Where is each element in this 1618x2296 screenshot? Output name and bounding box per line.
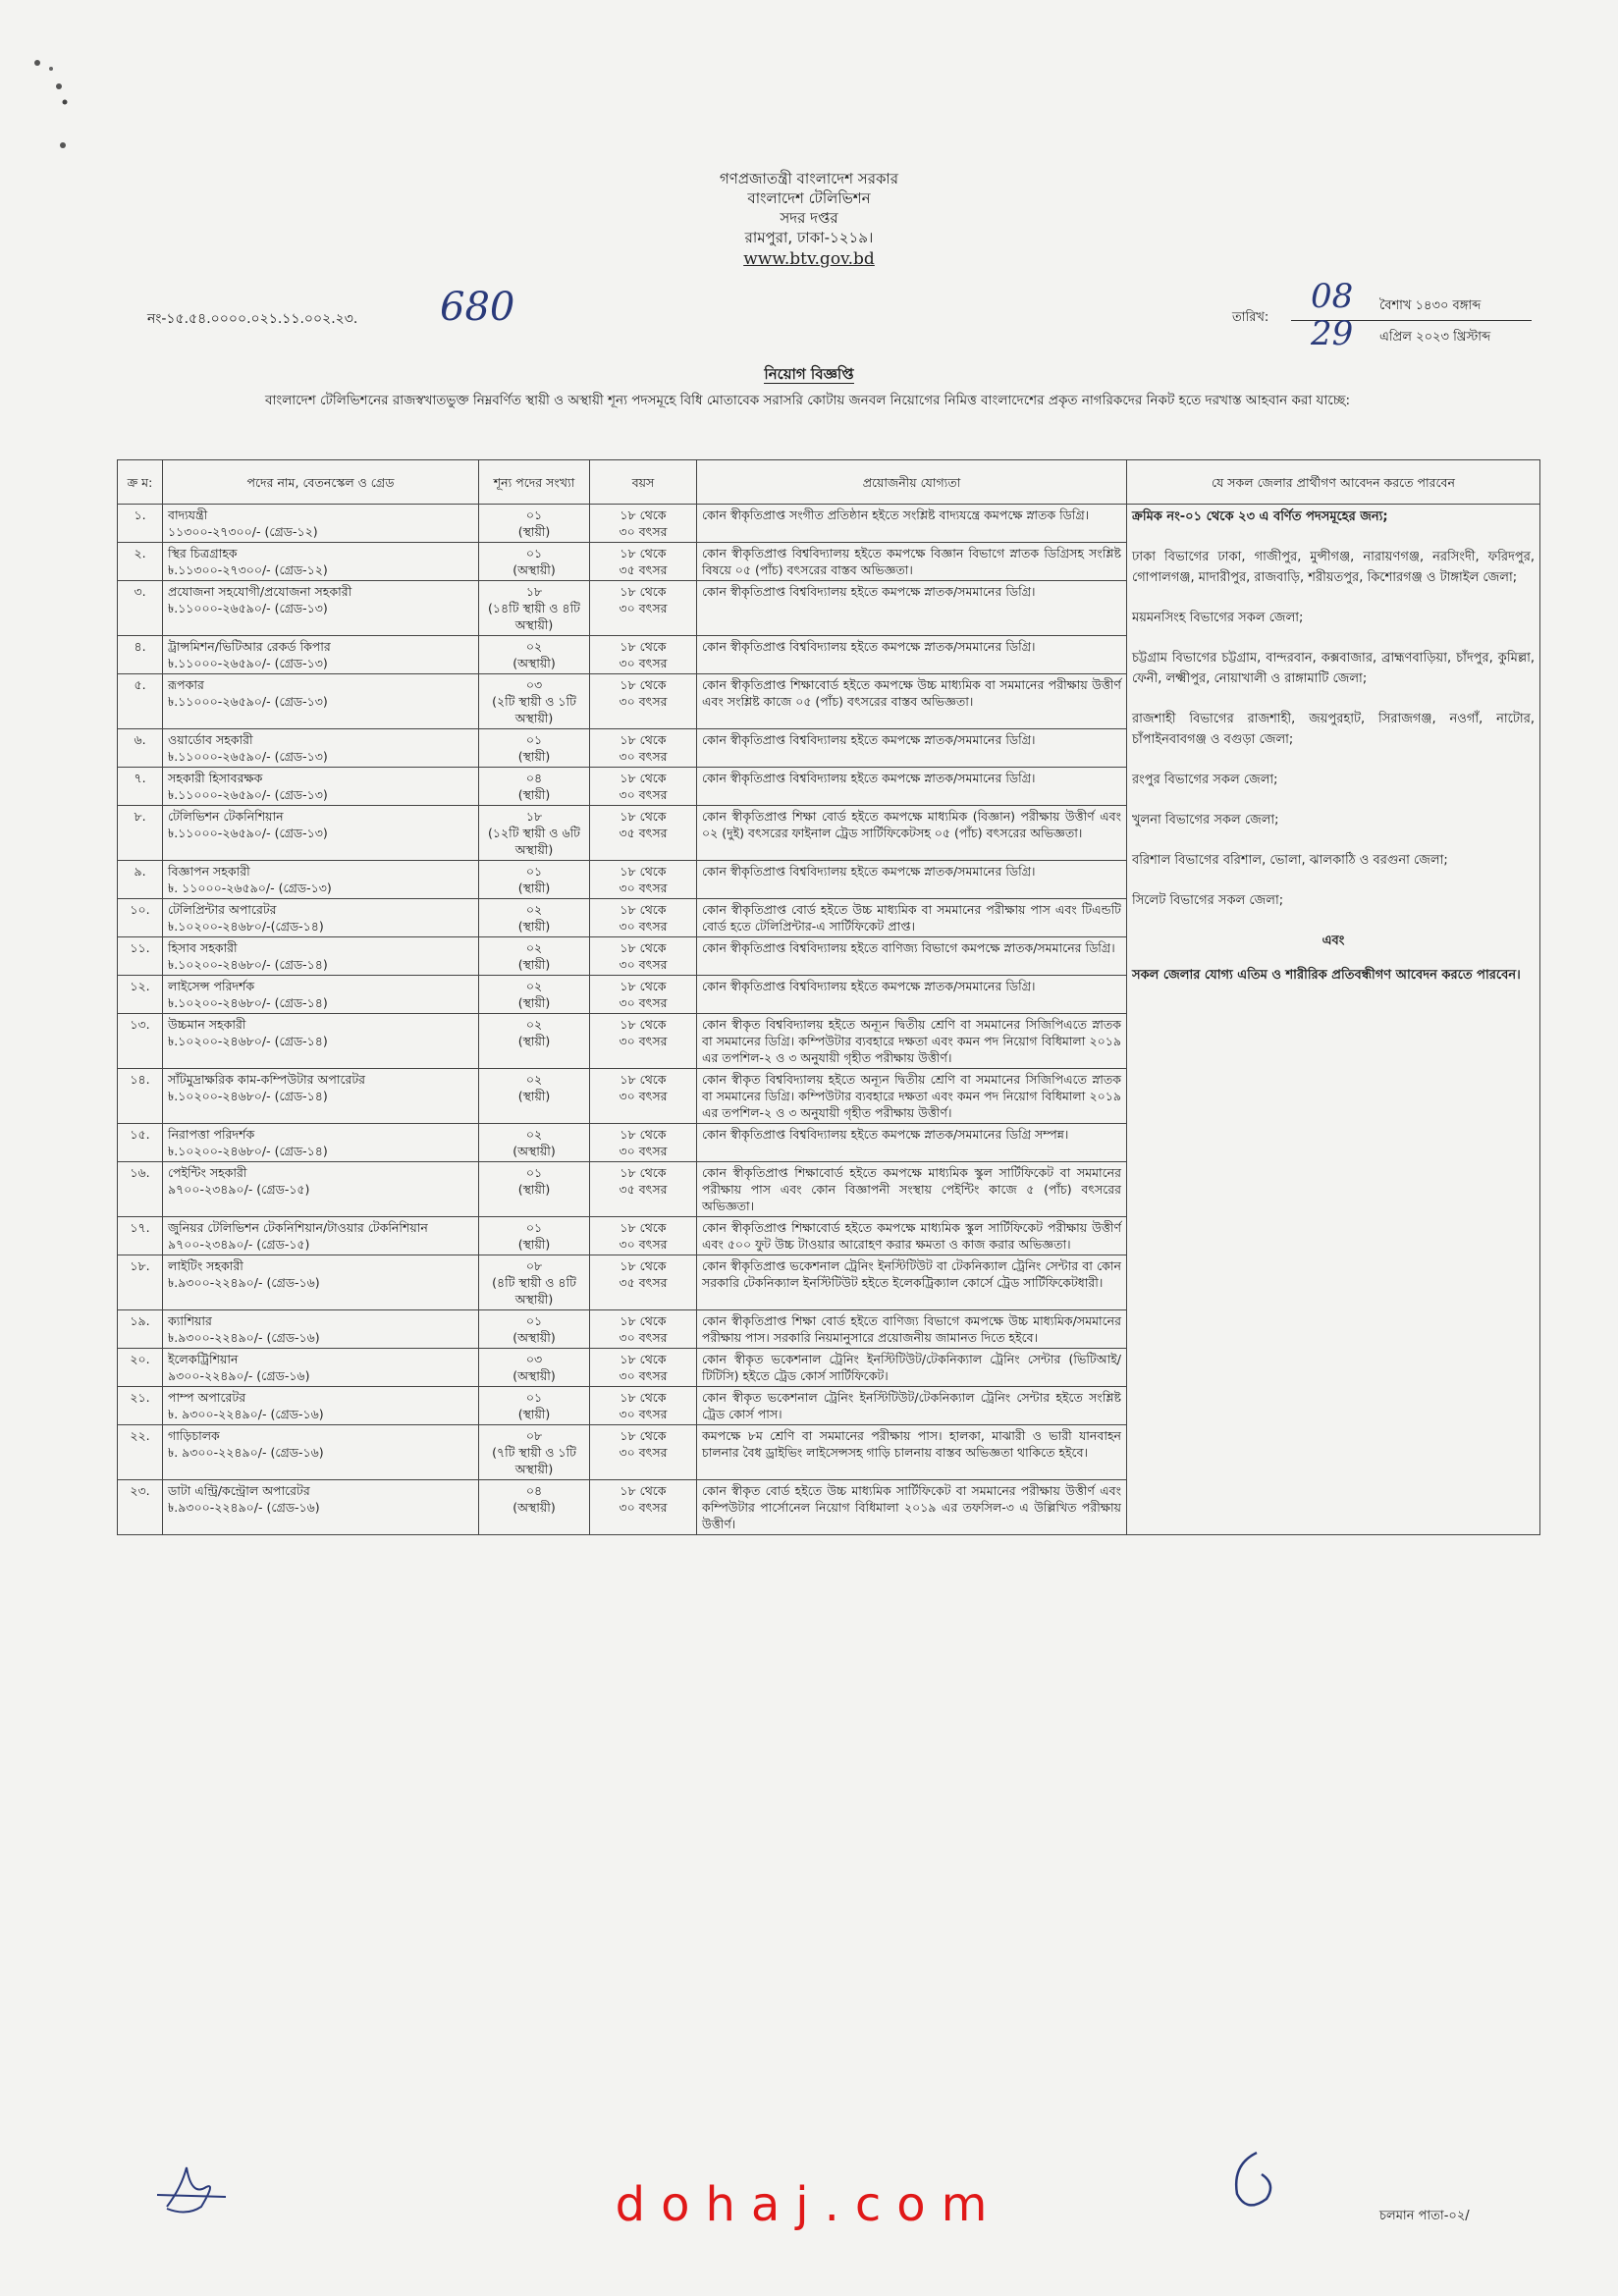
pay-scale: ৳.১০২০০-২৪৬৮০/- (গ্রেড-১৪) (168, 1034, 328, 1048)
count-cell (479, 581, 590, 636)
pay-scale: ৳.১১০০০-২৬৫৯০/- (গ্রেড-১৩) (168, 826, 328, 840)
age-to: ৩৫ বৎসর (619, 562, 668, 577)
age-cell (590, 937, 697, 976)
header-serial: ক্র ম: (118, 460, 163, 505)
pay-scale: ৳.৯৩০০-২২৪৯০/- (গ্রেড-১৬) (168, 1500, 320, 1515)
post-cell (163, 1069, 479, 1124)
pay-scale: ৯৭০০-২৩৪৯০/- (গ্রেড-১৫) (168, 1237, 310, 1252)
pay-scale: ৳.১১০০০-২৬৫৯০/- (গ্রেড-১৩) (168, 656, 328, 670)
age-cell (590, 1069, 697, 1124)
qualification-cell: কোন স্বীকৃতিপ্রাপ্ত বিশ্ববিদ্যালয় হইতে কমপক্ষে স্নাতক/সমমানের ডিগ্রি। (697, 636, 1127, 674)
post-name: ইলেকট্রিশিয়ান (168, 1352, 239, 1366)
vacancy-count: ০৮ (525, 1428, 543, 1443)
age-cell (590, 1255, 697, 1310)
post-name: লাইটিং সহকারী (168, 1258, 243, 1273)
vacancy-count: ০৪ (525, 771, 543, 785)
memo-handwritten-number: 680 (440, 285, 515, 330)
age-cell (590, 1124, 697, 1162)
age-cell (590, 1480, 697, 1535)
age-to: ৩০ বৎসর (619, 787, 668, 802)
vacancy-count: ০২ (525, 1017, 543, 1032)
age-from: ১৮ থেকে (620, 1313, 667, 1328)
serial-cell: ১৬. (118, 1162, 163, 1217)
age-to: ৩৫ বৎসর (619, 1182, 668, 1197)
post-cell (163, 861, 479, 899)
serial-cell: ১১. (118, 937, 163, 976)
post-name: টেলিপ্রিন্টার অপারেটর (168, 902, 277, 917)
header-line: রামপুরা, ঢাকা-১২১৯। (744, 229, 874, 246)
post-type: (স্থায়ী) (517, 1089, 551, 1103)
post-name: বিজ্ঞাপন সহকারী (168, 864, 250, 879)
vacancy-count: ০২ (525, 979, 543, 993)
vacancy-count: ০২ (525, 902, 543, 917)
post-cell (163, 1217, 479, 1255)
age-to: ৩০ বৎসর (619, 524, 668, 539)
serial-cell: ৩. (118, 581, 163, 636)
serial-cell: ১৯. (118, 1310, 163, 1349)
count-cell (479, 674, 590, 729)
serial-cell: ২০. (118, 1349, 163, 1387)
qualification-cell: কোন স্বীকৃতিপ্রাপ্ত বিশ্ববিদ্যালয় হইতে বাণিজ্য বিভাগে কমপক্ষে স্নাতক/সমমানের ডিগ্রি। (697, 937, 1127, 976)
age-to: ৩০ বৎসর (619, 1500, 668, 1515)
age-to: ৩০ বৎসর (619, 749, 668, 764)
qualification-cell: কোন স্বীকৃত বোর্ড হইতে উচ্চ মাধ্যমিক সার্টিফিকেট বা সমমানের পরীক্ষায় উত্তীর্ণ এবং কম্পিউটার পার্সোনেল নিয়োগ বিধিমালা ২০১৯ এর তফসিল-৩ এ উল্লিখিত পরীক্ষায় উত্তীর্ণ। (697, 1480, 1127, 1535)
age-to: ৩০ বৎসর (619, 995, 668, 1010)
header-vacancy-count: শূন্য পদের সংখ্যা (479, 460, 590, 505)
post-name: নিরাপত্তা পরিদর্শক (168, 1127, 255, 1142)
pay-scale: ৳.১১০০০-২৬৫৯০/- (গ্রেড-১৩) (168, 601, 328, 615)
post-cell (163, 976, 479, 1014)
post-type: (স্থায়ী) (517, 957, 551, 972)
count-cell (479, 899, 590, 937)
qualification-cell: কোন স্বীকৃতিপ্রাপ্ত শিক্ষা বোর্ড হইতে কমপক্ষে মাধ্যমিক (বিজ্ঞান) পরীক্ষায় উত্তীর্ণ এবং ০২ (দুই) বৎসরের ফাইনাল ট্রেড সার্টিফিকেটসহ ০৫ (পাঁচ) বৎসরের অভিজ্ঞতা। (697, 806, 1127, 861)
post-cell (163, 636, 479, 674)
serial-cell: ৮. (118, 806, 163, 861)
post-name: হিসাব সহকারী (168, 940, 238, 955)
age-from: ১৮ থেকে (620, 1072, 667, 1087)
vacancy-table (117, 459, 1540, 1535)
letterhead (0, 169, 1618, 269)
serial-cell: ১২. (118, 976, 163, 1014)
age-to: ৩০ বৎসর (619, 1034, 668, 1048)
post-name: টেলিভিশন টেকনিশিয়ান (168, 809, 284, 824)
age-from: ১৮ থেকে (620, 546, 667, 561)
count-cell (479, 1310, 590, 1349)
serial-cell: ১৪. (118, 1069, 163, 1124)
age-cell (590, 1217, 697, 1255)
post-name: জুনিয়র টেলিভিশন টেকনিশিয়ান/টাওয়ার টেকনিশিয়ান (168, 1220, 428, 1235)
age-cell (590, 768, 697, 806)
vacancy-count: ০২ (525, 940, 543, 955)
serial-cell: ৬. (118, 729, 163, 768)
age-cell (590, 636, 697, 674)
post-cell (163, 1425, 479, 1480)
age-to: ৩০ বৎসর (619, 1368, 668, 1383)
count-cell (479, 1255, 590, 1310)
age-from: ১৮ থেকে (620, 1127, 667, 1142)
qualification-cell: কমপক্ষে ৮ম শ্রেণি বা সমমানের পরীক্ষায় পাস। হালকা, মাঝারী ও ভারী যানবাহন চালনার বৈধ ড্রাইভিং লাইসেন্সসহ গাড়ি চালনায় বাস্তব অভিজ্ঞতা থাকিতে হইবে। (697, 1425, 1127, 1480)
post-name: গাড়িচালক (168, 1428, 220, 1443)
post-name: সহকারী হিসাবরক্ষক (168, 771, 263, 785)
post-type: (অস্থায়ী) (512, 1144, 556, 1158)
post-cell (163, 1310, 479, 1349)
age-from: ১৮ থেকে (620, 1428, 667, 1443)
district-item: রংপুর বিভাগের সকল জেলা; (1132, 773, 1278, 787)
date-block (1232, 277, 1537, 353)
pay-scale: ৳.৯৩০০-২২৪৯০/- (গ্রেড-১৬) (168, 1330, 320, 1345)
post-type: (স্থায়ী) (517, 1237, 551, 1252)
count-cell (479, 976, 590, 1014)
vacancy-count: ০২ (525, 1127, 543, 1142)
age-to: ৩০ বৎসর (619, 656, 668, 670)
post-name: পাম্প অপারেটর (168, 1390, 246, 1405)
qualification-cell: কোন স্বীকৃত ভকেশনাল ট্রেনিং ইনস্টিটিউট/টেকনিক্যাল ট্রেনিং সেন্টার হইতে সংশ্লিষ্ট ট্রেড কোর্স পাস। (697, 1387, 1127, 1425)
count-cell (479, 543, 590, 581)
post-type: (স্থায়ী) (517, 1182, 551, 1197)
age-cell (590, 729, 697, 768)
post-name: বাদ্যযন্ত্রী (168, 507, 208, 522)
notice-title: নিয়োগ বিজ্ঞপ্তি (764, 365, 854, 383)
age-to: ৩৫ বৎসর (619, 826, 668, 840)
count-cell (479, 1069, 590, 1124)
post-type: (স্থায়ী) (517, 524, 551, 539)
count-cell (479, 1480, 590, 1535)
serial-cell: ৭. (118, 768, 163, 806)
qualification-cell: কোন স্বীকৃতিপ্রাপ্ত ভকেশনাল ট্রেনিং ইনস্টিটিউট বা টেকনিক্যাল ট্রেনিং সেন্টার বা কোন সরকারি টেকনিক্যাল ইনস্টিটিউট হইতে ইলেকট্রিক্যাল কোর্সে ট্রেড সার্টিফিকেটধারী। (697, 1255, 1127, 1310)
serial-cell: ৫. (118, 674, 163, 729)
qualification-cell: কোন স্বীকৃতিপ্রাপ্ত বিশ্ববিদ্যালয় হইতে কমপক্ষে স্নাতক/সমমানের ডিগ্রি সম্পন্ন। (697, 1124, 1127, 1162)
post-type: (স্থায়ী) (517, 919, 551, 934)
vacancy-count: ০৩ (525, 677, 543, 692)
age-from: ১৮ থেকে (620, 864, 667, 879)
post-cell (163, 1255, 479, 1310)
scan-marks (29, 59, 88, 157)
serial-cell: ১৩. (118, 1014, 163, 1069)
serial-cell: ২২. (118, 1425, 163, 1480)
age-cell (590, 976, 697, 1014)
age-from: ১৮ থেকে (620, 1017, 667, 1032)
eligible-districts-cell (1127, 505, 1540, 1535)
age-to: ৩০ বৎসর (619, 1089, 668, 1103)
count-cell (479, 1124, 590, 1162)
post-name: রূপকার (168, 677, 204, 692)
header-districts: যে সকল জেলার প্রার্থীগণ আবেদন করতে পারবেন (1127, 460, 1540, 505)
count-cell (479, 1162, 590, 1217)
continued-page-note: চলমান পাতা-০২/ (1379, 2209, 1470, 2223)
age-from: ১৮ থেকে (620, 639, 667, 654)
qualification-cell: কোন স্বীকৃতিপ্রাপ্ত বিশ্ববিদ্যালয় হইতে কমপক্ষে স্নাতক/সমমানের ডিগ্রি। (697, 861, 1127, 899)
post-type: (অস্থায়ী) (512, 562, 556, 577)
qualification-cell: কোন স্বীকৃত ভকেশনাল ট্রেনিং ইনস্টিটিউট/টেকনিক্যাল ট্রেনিং সেন্টার (ভিটিআই/টিটিসি) হইতে ট্রেড কোর্স সার্টিফিকেট। (697, 1349, 1127, 1387)
district-item: ঢাকা বিভাগের ঢাকা, গাজীপুর, মুন্সীগঞ্জ, নারায়ণগঞ্জ, নরসিংদী, ফরিদপুর, গোপালগঞ্জ, মাদারীপুর, রাজবাড়ি, শরীয়তপুর, কিশোরগঞ্জ ও টাঙ্গাইল জেলা; (1132, 550, 1535, 585)
age-to: ৩০ বৎসর (619, 1144, 668, 1158)
post-cell (163, 674, 479, 729)
age-cell (590, 1310, 697, 1349)
post-cell (163, 1349, 479, 1387)
post-cell (163, 543, 479, 581)
count-cell (479, 636, 590, 674)
post-name: প্রযোজনা সহযোগী/প্রযোজনা সহকারী (168, 584, 352, 599)
intro-paragraph: বাংলাদেশ টেলিভিশনের রাজস্বখাতভুক্ত নিম্নবর্ণিত স্থায়ী ও অস্থায়ী শূন্য পদসমূহে বিধি মোতাবেক সরাসরি কোটায় জনবল নিয়োগের নিমিত্ত বাংলাদেশের প্রকৃত নাগরিকদের নিকট হতে দরখাস্ত আহবান করা যাচ্ছে: (265, 393, 1350, 408)
districts-and: এবং (1321, 934, 1345, 948)
age-from: ১৮ থেকে (620, 1220, 667, 1235)
qualification-cell: কোন স্বীকৃতিপ্রাপ্ত বিশ্ববিদ্যালয় হইতে কমপক্ষে স্নাতক/সমমানের ডিগ্রি। (697, 976, 1127, 1014)
post-name: ক্যাশিয়ার (168, 1313, 212, 1328)
serial-cell: ৯. (118, 861, 163, 899)
age-cell (590, 1014, 697, 1069)
age-cell (590, 806, 697, 861)
pay-scale: ৳.১০২০০-২৪৬৮০/- (গ্রেড-১৪) (168, 1144, 328, 1158)
pay-scale: ৯৩০০-২২৪৯০/- (গ্রেড-১৬) (168, 1368, 310, 1383)
count-cell (479, 1217, 590, 1255)
qualification-cell: কোন স্বীকৃতিপ্রাপ্ত শিক্ষাবোর্ড হইতে কমপক্ষে উচ্চ মাধ্যমিক বা সমমানের পরীক্ষায় উত্তীর্ণ এবং সংশ্লিষ্ট কাজে ০৫ (পাঁচ) বৎসরের বাস্তব অভিজ্ঞতা। (697, 674, 1127, 729)
age-from: ১৮ থেকে (620, 979, 667, 993)
post-type: (অস্থায়ী) (512, 1500, 556, 1515)
vacancy-count: ০১ (525, 507, 543, 522)
serial-cell: ১০. (118, 899, 163, 937)
vacancy-count: ০১ (525, 864, 543, 879)
pay-scale: ১১৩০০-২৭৩০০/- (গ্রেড-১২) (168, 524, 318, 539)
age-cell (590, 1425, 697, 1480)
age-from: ১৮ থেকে (620, 1390, 667, 1405)
serial-cell: ২. (118, 543, 163, 581)
post-name: ট্রান্সমিশন/ভিটিআর রেকর্ড কিপার (168, 639, 331, 654)
qualification-cell: কোন স্বীকৃতিপ্রাপ্ত সংগীত প্রতিষ্ঠান হইতে সংশ্লিষ্ট বাদ্যযন্ত্রে কমপক্ষে স্নাতক ডিগ্রি। (697, 505, 1127, 543)
post-cell (163, 505, 479, 543)
pay-scale: ৳. ১১০০০-২৬৫৯০/- (গ্রেড-১৩) (168, 881, 332, 895)
age-cell (590, 1162, 697, 1217)
count-cell (479, 729, 590, 768)
vacancy-count: ০৮ (525, 1258, 543, 1273)
qualification-cell: কোন স্বীকৃতিপ্রাপ্ত শিক্ষাবোর্ড হইতে কমপক্ষে মাধ্যমিক স্কুল সার্টিফিকেট পরীক্ষায় উত্তীর্ণ এবং ৫০০ ফুট উচ্চ টাওয়ার আরোহণ করার ক্ষমতা ও কাজ করার অভিজ্ঞতা। (697, 1217, 1127, 1255)
date-handwritten-2: 29 (1311, 314, 1354, 353)
vacancy-count: ০১ (525, 732, 543, 747)
pay-scale: ৳.১০২০০-২৪৬৮০/- (গ্রেড-১৪) (168, 995, 328, 1010)
memo-number: নং-১৫.৫৪.০০০০.০২১.১১.০০২.২৩. (147, 311, 358, 327)
qualification-cell: কোন স্বীকৃত বিশ্ববিদ্যালয় হইতে অন্যূন দ্বিতীয় শ্রেণি বা সমমানের সিজিপিএতে স্নাতক বা সমমানের ডিগ্রি। কম্পিউটার ব্যবহারে দক্ষতা এবং কমন পদ নিয়োগ বিধিমালা ২০১৯ এর তপশিল-২ ও ৩ অনুযায়ী গৃহীত পরীক্ষায় উত্তীর্ণ। (697, 1014, 1127, 1069)
count-cell (479, 505, 590, 543)
pay-scale: ৳. ৯৩০০-২২৪৯০/- (গ্রেড-১৬) (168, 1445, 324, 1460)
vacancy-count: ০২ (525, 639, 543, 654)
pay-scale: ৳.১০২০০-২৪৬৮০/- (গ্রেড-১৪) (168, 1089, 328, 1103)
post-type: (স্থায়ী) (517, 1034, 551, 1048)
age-from: ১৮ থেকে (620, 809, 667, 824)
pay-scale: ৳. ৯৩০০-২২৪৯০/- (গ্রেড-১৬) (168, 1407, 324, 1421)
date-gregorian: এপ্রিল ২০২৩ খ্রিস্টাব্দ (1379, 330, 1491, 345)
districts-heading: ক্রমিক নং-০১ থেকে ২৩ এ বর্ণিত পদসমূহের জন্য; (1132, 509, 1388, 524)
pay-scale: ৳.১১০০০-২৬৫৯০/- (গ্রেড-১৩) (168, 787, 328, 802)
post-name: উচ্চমান সহকারী (168, 1017, 246, 1032)
website-link[interactable]: www.btv.gov.bd (743, 249, 875, 269)
pay-scale: ৳.১০২০০-২৪৬৮০/-(গ্রেড-১৪) (168, 919, 324, 934)
district-item: খুলনা বিভাগের সকল জেলা; (1132, 813, 1279, 828)
vacancy-count: ০১ (525, 1313, 543, 1328)
age-to: ৩০ বৎসর (619, 1407, 668, 1421)
age-to: ৩০ বৎসর (619, 1237, 668, 1252)
post-cell (163, 1480, 479, 1535)
header-line: গণপ্রজাতন্ত্রী বাংলাদেশ সরকার (719, 170, 899, 187)
vacancy-count: ০১ (525, 1220, 543, 1235)
count-cell (479, 806, 590, 861)
vacancy-count: ০২ (525, 1072, 543, 1087)
serial-cell: ১. (118, 505, 163, 543)
vacancy-count: ০১ (525, 1390, 543, 1405)
age-from: ১৮ থেকে (620, 1165, 667, 1180)
age-cell (590, 674, 697, 729)
age-to: ৩০ বৎসর (619, 694, 668, 709)
age-from: ১৮ থেকে (620, 902, 667, 917)
age-cell (590, 861, 697, 899)
post-name: সাঁটমুদ্রাক্ষরিক কাম-কম্পিউটার অপারেটর (168, 1072, 366, 1087)
date-handwritten-1: 08 (1311, 277, 1354, 316)
serial-cell: ১৫. (118, 1124, 163, 1162)
pay-scale: ৳.১০২০০-২৪৬৮০/- (গ্রেড-১৪) (168, 957, 328, 972)
watermark-text: dohaj.com (615, 2177, 1003, 2232)
serial-cell: ২৩. (118, 1480, 163, 1535)
date-label: তারিখ: (1232, 310, 1269, 325)
age-to: ৩০ বৎসর (619, 1445, 668, 1460)
count-cell (479, 1349, 590, 1387)
count-cell (479, 861, 590, 899)
pay-scale: ৯৭০০-২৩৪৯০/- (গ্রেড-১৫) (168, 1182, 310, 1197)
age-from: ১৮ থেকে (620, 1258, 667, 1273)
post-name: ডাটা এন্ট্রি/কন্ট্রোল অপারেটর (168, 1483, 310, 1498)
header-post-name: পদের নাম, বেতনস্কেল ও গ্রেড (163, 460, 479, 505)
post-cell (163, 937, 479, 976)
count-cell (479, 1387, 590, 1425)
pay-scale: ৳.৯৩০০-২২৪৯০/- (গ্রেড-১৬) (168, 1275, 320, 1290)
serial-cell: ১৮. (118, 1255, 163, 1310)
district-item: রাজশাহী বিভাগের রাজশাহী, জয়পুরহাট, সিরাজগঞ্জ, নওগাঁ, নাটোর, চাঁপাইনবাবগঞ্জ ও বগুড়া জেলা; (1132, 712, 1535, 747)
post-type: (অস্থায়ী) (512, 1330, 556, 1345)
count-cell (479, 937, 590, 976)
vacancy-count: ১৮ (525, 809, 543, 824)
age-from: ১৮ থেকে (620, 584, 667, 599)
age-cell (590, 1349, 697, 1387)
vacancy-count: ০১ (525, 1165, 543, 1180)
post-type: (স্থায়ী) (517, 995, 551, 1010)
header-line: সদর দপ্তর (780, 209, 838, 227)
age-cell (590, 505, 697, 543)
qualification-cell: কোন স্বীকৃতিপ্রাপ্ত বিশ্ববিদ্যালয় হইতে কমপক্ষে স্নাতক/সমমানের ডিগ্রি। (697, 768, 1127, 806)
age-to: ৩০ বৎসর (619, 919, 668, 934)
post-name: লাইসেন্স পরিদর্শক (168, 979, 255, 993)
header-line: বাংলাদেশ টেলিভিশন (747, 189, 871, 207)
district-item: সিলেট বিভাগের সকল জেলা; (1132, 893, 1284, 908)
age-from: ১৮ থেকে (620, 732, 667, 747)
post-cell (163, 899, 479, 937)
post-cell (163, 581, 479, 636)
district-item: চট্টগ্রাম বিভাগের চট্টগ্রাম, বান্দরবান, কক্সবাজার, ব্রাহ্মণবাড়িয়া, চাঁদপুর, কুমিল্লা, ফেনী, লক্ষ্মীপুর, নোয়াখালী ও রাঙ্গামাটি জেলা; (1132, 651, 1535, 686)
qualification-cell: কোন স্বীকৃতিপ্রাপ্ত বিশ্ববিদ্যালয় হইতে কমপক্ষে স্নাতক/সমমানের ডিগ্রি। (697, 729, 1127, 768)
header-age: বয়স (590, 460, 697, 505)
pay-scale: ৳.১১৩০০-২৭৩০০/- (গ্রেড-১২) (168, 562, 328, 577)
district-item: বরিশাল বিভাগের বরিশাল, ভোলা, ঝালকাঠি ও বরগুনা জেলা; (1132, 853, 1448, 868)
qualification-cell: কোন স্বীকৃতিপ্রাপ্ত বিশ্ববিদ্যালয় হইতে কমপক্ষে স্নাতক/সমমানের ডিগ্রি। (697, 581, 1127, 636)
post-type: (১৪টি স্থায়ী ও ৪টি অস্থায়ী) (488, 601, 580, 632)
vacancy-count: ০৪ (525, 1483, 543, 1498)
age-from: ১৮ থেকে (620, 1483, 667, 1498)
post-cell (163, 1014, 479, 1069)
age-to: ৩৫ বৎসর (619, 1275, 668, 1290)
qualification-cell: কোন স্বীকৃতিপ্রাপ্ত শিক্ষাবোর্ড হইতে কমপক্ষে মাধ্যমিক স্কুল সার্টিফিকেট বা সমমানের পরীক্ষায় পাস এবং কোন বিজ্ঞাপনী সংস্থায় পেইন্টিং কাজে ৫ (পাঁচ) বৎসরের অভিজ্ঞতা। (697, 1162, 1127, 1217)
post-cell (163, 806, 479, 861)
age-from: ১৮ থেকে (620, 771, 667, 785)
district-item: ময়মনসিংহ বিভাগের সকল জেলা; (1132, 611, 1304, 625)
post-name: ওয়ার্ডোব সহকারী (168, 732, 253, 747)
header-qualification: প্রয়োজনীয় যোগ্যতা (697, 460, 1127, 505)
post-type: (১২টি স্থায়ী ও ৬টি অস্থায়ী) (488, 826, 580, 857)
table-row (118, 505, 1540, 543)
age-to: ৩০ বৎসর (619, 601, 668, 615)
post-type: (স্থায়ী) (517, 787, 551, 802)
age-from: ১৮ থেকে (620, 940, 667, 955)
age-from: ১৮ থেকে (620, 1352, 667, 1366)
serial-cell: ৪. (118, 636, 163, 674)
age-to: ৩০ বৎসর (619, 957, 668, 972)
qualification-cell: কোন স্বীকৃতিপ্রাপ্ত শিক্ষা বোর্ড হইতে বাণিজ্য বিভাগে কমপক্ষে উচ্চ মাধ্যমিক/সমমানের পরীক্ষায় পাস। সরকারি নিয়মানুসারে প্রয়োজনীয় জামানত দিতে হইবে। (697, 1310, 1127, 1349)
qualification-cell: কোন স্বীকৃতিপ্রাপ্ত বোর্ড হইতে উচ্চ মাধ্যমিক বা সমমানের পরীক্ষায় পাস এবং টিএন্ডটি বোর্ড হতে টেলিপ্রিন্টার-এ সার্টিফিকেট প্রাপ্ত। (697, 899, 1127, 937)
age-cell (590, 581, 697, 636)
vacancy-count: ০৩ (525, 1352, 543, 1366)
post-name: স্থির চিত্রগ্রাহক (168, 546, 238, 561)
count-cell (479, 768, 590, 806)
age-cell (590, 899, 697, 937)
post-type: (স্থায়ী) (517, 1407, 551, 1421)
post-cell (163, 1387, 479, 1425)
count-cell (479, 1014, 590, 1069)
age-to: ৩০ বৎসর (619, 881, 668, 895)
post-cell (163, 768, 479, 806)
pay-scale: ৳.১১০০০-২৬৫৯০/- (গ্রেড-১৩) (168, 694, 328, 709)
post-type: (৪টি স্থায়ী ও ৪টি অস্থায়ী) (492, 1275, 576, 1307)
vacancy-count: ১৮ (525, 584, 543, 599)
serial-cell: ২১. (118, 1387, 163, 1425)
post-type: (স্থায়ী) (517, 881, 551, 895)
post-cell (163, 1124, 479, 1162)
date-bengali: বৈশাখ ১৪৩০ বঙ্গাব্দ (1379, 298, 1482, 313)
count-cell (479, 1425, 590, 1480)
table-header-row (118, 460, 1540, 505)
age-to: ৩০ বৎসর (619, 1330, 668, 1345)
age-cell (590, 1387, 697, 1425)
pay-scale: ৳.১১০০০-২৬৫৯০/- (গ্রেড-১৩) (168, 749, 328, 764)
districts-final: সকল জেলার যোগ্য এতিম ও শারীরিক প্রতিবন্ধীগণ আবেদন করতে পারবেন। (1132, 968, 1521, 983)
post-cell (163, 729, 479, 768)
age-from: ১৮ থেকে (620, 507, 667, 522)
post-type: (৭টি স্থায়ী ও ১টি অস্থায়ী) (492, 1445, 576, 1476)
post-cell (163, 1162, 479, 1217)
vacancy-count: ০১ (525, 546, 543, 561)
age-cell (590, 543, 697, 581)
qualification-cell: কোন স্বীকৃত বিশ্ববিদ্যালয় হইতে অন্যূন দ্বিতীয় শ্রেণি বা সমমানের সিজিপিএতে স্নাতক বা সমমানের ডিগ্রি। কম্পিউটার ব্যবহারে দক্ষতা এবং কমন পদ নিয়োগ বিধিমালা ২০১৯ এর তপশিল-২ ও ৩ অনুযায়ী গৃহীত পরীক্ষায় উত্তীর্ণ। (697, 1069, 1127, 1124)
post-name: পেইন্টিং সহকারী (168, 1165, 247, 1180)
serial-cell: ১৭. (118, 1217, 163, 1255)
post-type: (অস্থায়ী) (512, 1368, 556, 1383)
post-type: (স্থায়ী) (517, 749, 551, 764)
post-type: (২টি স্থায়ী ও ১টি অস্থায়ী) (492, 694, 576, 725)
qualification-cell: কোন স্বীকৃতিপ্রাপ্ত বিশ্ববিদ্যালয় হইতে কমপক্ষে বিজ্ঞান বিভাগে স্নাতক ডিগ্রিসহ সংশ্লিষ্ট বিষয়ে ০৫ (পাঁচ) বৎসরের বাস্তব অভিজ্ঞতা। (697, 543, 1127, 581)
age-from: ১৮ থেকে (620, 677, 667, 692)
post-type: (অস্থায়ী) (512, 656, 556, 670)
